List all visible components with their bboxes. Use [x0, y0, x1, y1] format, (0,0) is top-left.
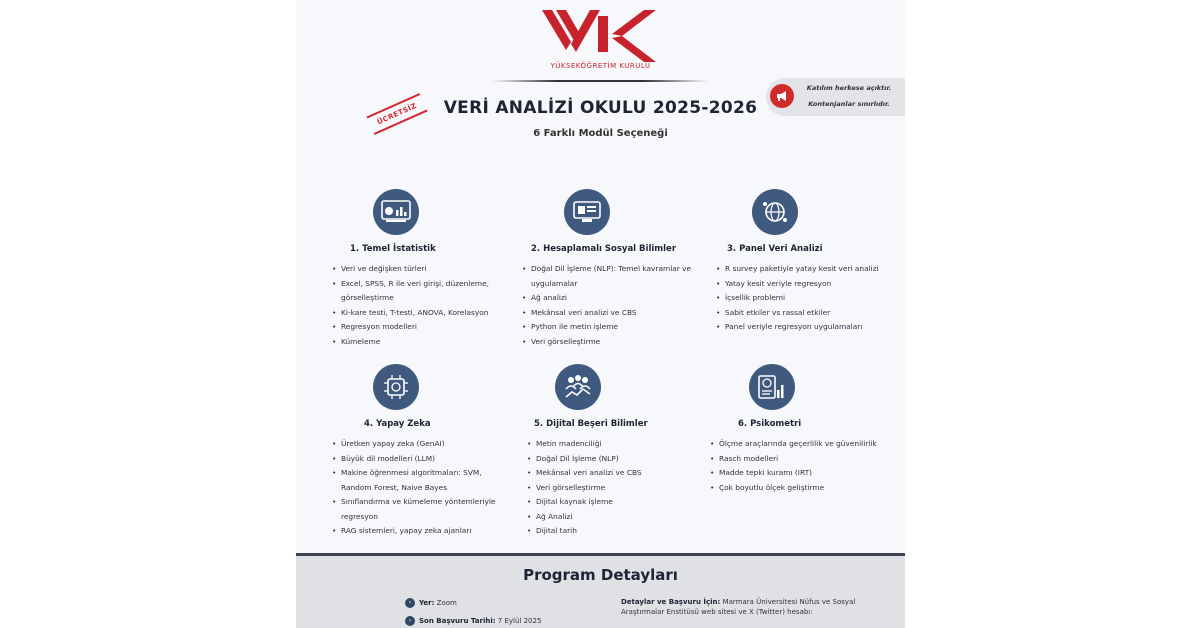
globe-network-icon	[752, 189, 798, 235]
deadline-item	[419, 617, 541, 625]
list-item: • Rasch modelleri	[710, 452, 902, 467]
report-chart-icon	[749, 364, 795, 410]
list-item: • Panel veriyle regresyon uygulamaları	[716, 320, 904, 335]
people-group-icon	[555, 364, 601, 410]
list-item: • Veri görselleştirme	[522, 335, 702, 350]
list-item: • Üretken yapay zeka (GenAI)	[332, 437, 512, 452]
list-item: • Mekânsal veri analizi ve CBS	[522, 306, 702, 321]
list-item: • Python ile metin işleme	[522, 320, 702, 335]
list-item: • Ki-kare testi, T-testi, ANOVA, Korelasyon	[332, 306, 512, 321]
page-title: VERİ ANALİZİ OKULU 2025-2026	[443, 98, 758, 118]
list-item: • Mekânsal veri analizi ve CBS	[527, 466, 707, 481]
list-item: • İçsellik problemi	[716, 291, 904, 306]
deadline-value: 7 Eylül 2025	[497, 617, 542, 625]
list-item: • Madde tepki kuramı (IRT)	[710, 466, 902, 481]
list-item: • Doğal Dil İşleme (NLP)	[527, 452, 707, 467]
list-item: • Ağ Analizi	[527, 510, 707, 525]
list-item: • Doğal Dil İşleme (NLP): Temel kavramlar ve uygulamalar	[522, 262, 702, 291]
list-item: • Veri görselleştirme	[527, 481, 707, 496]
module-title-5: 5. Dijital Beşeri Bilimler	[534, 419, 648, 429]
list-item: • Veri ve değişken türleri	[332, 262, 512, 277]
module-list-3	[716, 262, 904, 335]
chevron-right-icon: ›	[405, 616, 415, 626]
megaphone-icon	[770, 84, 794, 108]
list-item: • Ağ analizi	[522, 291, 702, 306]
module-title-1: 1. Temel İstatistik	[350, 244, 436, 254]
module-list-4	[332, 437, 512, 539]
logo-caption: YÜKSEKÖĞRETİM KURULU	[550, 62, 651, 70]
list-item: • Yatay kesit veriyle regresyon	[716, 277, 904, 292]
module-list-2	[522, 262, 702, 349]
list-item: • Regresyon modelleri	[332, 320, 512, 335]
notice-line-1: Katılım herkese açıktır.	[806, 84, 892, 92]
poster	[296, 0, 905, 628]
apply-value: Marmara Üniversitesi Nüfus ve Sosyal Araştırmalar Enstitüsü web sitesi ve X (Twitter) hesabı:	[621, 598, 856, 616]
module-title-4: 4. Yapay Zeka	[364, 419, 431, 429]
list-item: • Makine öğrenmesi algoritmaları: SVM, Random Forest, Naive Bayes	[332, 466, 512, 495]
yok-logo-icon	[542, 10, 658, 62]
chevron-right-icon: ›	[405, 598, 415, 608]
module-list-6	[710, 437, 902, 495]
list-item: • Büyük dil modelleri (LLM)	[332, 452, 512, 467]
list-item: • Dijital tarih	[527, 524, 707, 539]
list-item: • Sabit etkiler vs rassal etkiler	[716, 306, 904, 321]
module-title-3: 3. Panel Veri Analizi	[727, 244, 823, 254]
apply-info	[621, 597, 861, 617]
divider	[492, 80, 708, 82]
list-item: • Metin madenciliği	[527, 437, 707, 452]
list-item: • RAG sistemleri, yapay zeka ajanları	[332, 524, 512, 539]
free-badge: ÜCRETSİZ	[366, 93, 427, 135]
dashboard-icon	[373, 189, 419, 235]
list-item: • Excel, SPSS, R ile veri girişi, düzenleme, görselleştirme	[332, 277, 512, 306]
module-title-6: 6. Psikometri	[738, 419, 802, 429]
notice-line-2: Kontenjanlar sınırlıdır.	[808, 100, 890, 108]
notice-banner	[766, 78, 905, 116]
list-item: • Sınıflandırma ve kümeleme yöntemleriyle regresyon	[332, 495, 512, 524]
list-item: • Ölçme araçlarında geçerlilik ve güvenilirlik	[710, 437, 902, 452]
module-list-5	[527, 437, 707, 539]
computer-analysis-icon	[564, 189, 610, 235]
apply-label: Detaylar ve Başvuru İçin:	[621, 598, 721, 606]
deadline-label: Son Başvuru Tarihi:	[419, 617, 496, 625]
place-value: Zoom	[436, 599, 457, 607]
list-item: • Dijital kaynak işleme	[527, 495, 707, 510]
place-label: Yer:	[419, 599, 435, 607]
module-title-2: 2. Hesaplamalı Sosyal Bilimler	[531, 244, 677, 254]
module-list-1	[332, 262, 512, 349]
list-item: • Kümeleme	[332, 335, 512, 350]
ai-chip-icon	[373, 364, 419, 410]
details-title: Program Detayları	[523, 566, 678, 584]
page-subtitle: 6 Farklı Modül Seçeneği	[533, 128, 668, 139]
list-item: • Çok boyutlu ölçek geliştirme	[710, 481, 902, 496]
list-item: • R survey paketiyle yatay kesit veri analizi	[716, 262, 904, 277]
place-item	[419, 599, 457, 607]
